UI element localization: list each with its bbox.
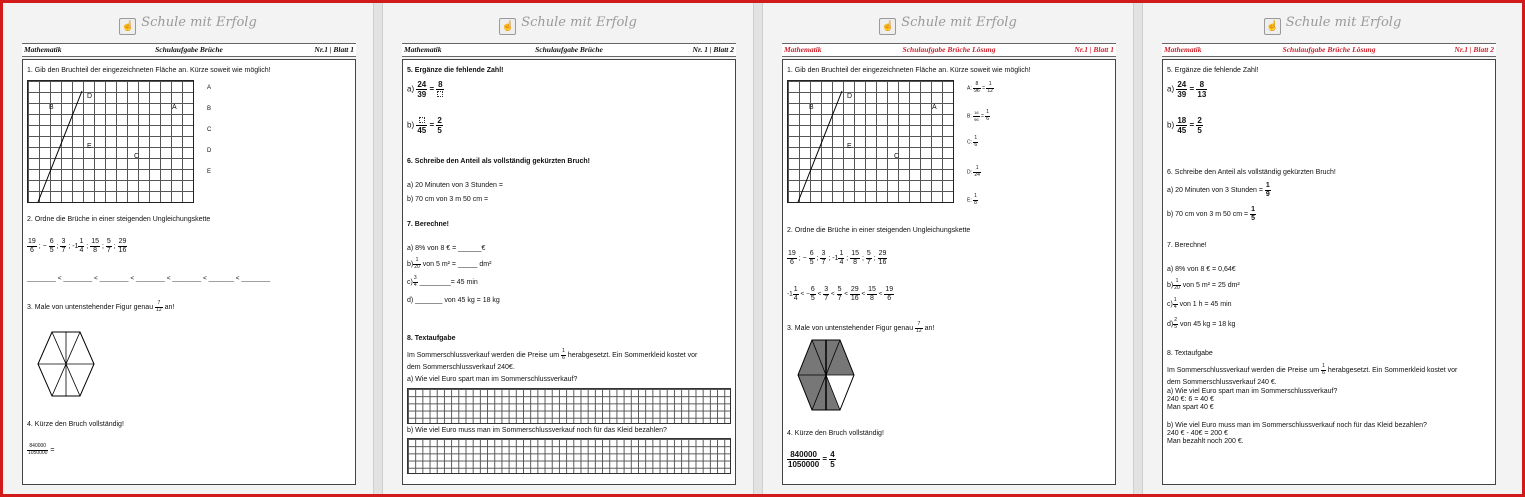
q8-text-1: Im Sommerschlussverkauf werden die Preise um $\frac{1}{6}$ herabgesetzt. Ein Sommerkleid kostet vor <box>1167 363 1458 376</box>
answer-d: D: $\frac{1}{24}$ <box>967 165 980 178</box>
q8-b: b) Wie viel Euro muss man im Sommerschlussverkauf noch für das Kleid bezahlen? <box>407 427 667 434</box>
q8-a-answer: Man spart 40 € <box>1167 404 1214 411</box>
region-label-c: C <box>894 153 900 160</box>
question-3: 3. Male von untenstehender Figur genau $\frac{7}{12}$ an! <box>787 321 935 334</box>
q7-c: c) $\frac{1}{4}$ von 1 h = 45 min <box>1167 297 1232 310</box>
region-label-d: D <box>847 93 853 100</box>
page-panel-3 <box>763 3 1133 494</box>
q5-b: b) 45 = $\frac{2}{5}$ <box>407 116 442 135</box>
brand-text: Schule mit Erfolg <box>901 15 1017 30</box>
region-label-d: D <box>87 93 93 100</box>
header-subject: Mathematik <box>24 45 62 54</box>
q7-a: a) 8% von 8 € = ______€ <box>407 245 486 252</box>
brand-text: Schule mit Erfolg <box>141 15 257 30</box>
reduce-fraction-solution: $\frac{840000}{1050000}$ = $\frac{4}{5}$ <box>788 450 835 469</box>
header-number: Nr.1 | Blatt 1 <box>1074 45 1114 54</box>
page-panel-1 <box>3 3 373 494</box>
worksheet <box>1162 59 1496 485</box>
ordering-blanks: ________ < ________ < ________ < ________ < ________ < _______ < ________ <box>27 275 271 282</box>
q5-a: a) $\frac{24}{39}$ = $\frac{8}{13}$ <box>1167 80 1207 99</box>
answer-e: E: $\frac{1}{8}$ <box>967 193 977 206</box>
question-3: 3. Male von untenstehender Figur genau $\frac{7}{12}$ an! <box>27 300 175 313</box>
worksheet <box>402 59 736 485</box>
sheet-header <box>402 43 736 57</box>
q6-b: b) 70 cm von 3 m 50 cm = <box>407 196 489 203</box>
brand-text: Schule mit Erfolg <box>521 15 637 30</box>
page-panel-2 <box>383 3 753 494</box>
answer-c: C: $\frac{1}{6}$ <box>967 135 978 148</box>
question-1: 1. Gib den Bruchteil der eingezeichneten Fläche an. Kürze soweit wie möglich! <box>27 67 271 74</box>
reduce-fraction: $\frac{840000}{1050000}$ = <box>28 443 55 456</box>
header-title: Schulaufgabe Brüche <box>155 45 223 54</box>
question-2: 2. Ordne die Brüche in einer steigenden Ungleichungskette <box>787 227 971 234</box>
q8-a: a) Wie viel Euro spart man im Sommerschlussverkauf? <box>407 376 578 383</box>
q8-b-answer: Man bezahlt noch 200 €. <box>1167 438 1244 445</box>
header-subject: Mathematik <box>404 45 442 54</box>
grid-diagonal <box>27 80 194 203</box>
header-title: Schulaufgabe Brüche <box>535 45 603 54</box>
header-number: Nr.1 | Blatt 1 <box>314 45 354 54</box>
question-5: 5. Ergänze die fehlende Zahl! <box>1167 67 1259 74</box>
answer-label-d: D <box>207 148 212 154</box>
q7-b: b) $\frac{1}{20}$ von 5 m² = _____ dm² <box>407 257 492 270</box>
brand <box>763 15 1133 35</box>
q6-b: b) 70 cm von 3 m 50 cm = $\frac{1}{5}$ <box>1167 206 1255 222</box>
header-subject: Mathematik <box>1164 45 1202 54</box>
answer-label-a: A <box>207 85 212 91</box>
q8-text-2: dem Sommerschlussverkauf 240 €. <box>1167 379 1277 386</box>
q7-b: b) $\frac{1}{20}$ von 5 m² = 25 dm² <box>1167 278 1240 291</box>
page-separator <box>373 3 383 494</box>
question-7: 7. Berechne! <box>407 221 450 228</box>
sheet-header <box>782 43 1116 57</box>
question-2: 2. Ordne die Brüche in einer steigenden Ungleichungskette <box>27 216 211 223</box>
logo-icon: ☝ <box>499 18 516 35</box>
q8-b: b) Wie viel Euro muss man im Sommerschlussverkauf noch für das Kleid bezahlen? <box>1167 422 1427 429</box>
page-panel-4 <box>1143 3 1522 494</box>
region-label-e: E <box>847 143 852 150</box>
q6-a: a) 20 Minuten von 3 Stunden = $\frac{1}{9}$ <box>1167 182 1270 198</box>
q7-a: a) 8% von 8 € = 0,64€ <box>1167 266 1236 273</box>
page-separator <box>753 3 763 494</box>
hexagon-figure <box>37 330 95 398</box>
answer-b: B: $\frac{16}{96}$ = $\frac{1}{6}$ <box>967 109 990 122</box>
answer-label-c: C <box>207 127 212 133</box>
question-6: 6. Schreibe den Anteil als vollständig gekürzten Bruch! <box>407 158 590 165</box>
q8-a-calc: 240 €: 6 = 40 € <box>1167 396 1214 403</box>
q7-c: c) $\frac{3}{4}$ ________= 45 min <box>407 275 478 288</box>
region-label-c: C <box>134 153 140 160</box>
brand <box>3 15 373 35</box>
sheet-header <box>22 43 356 57</box>
logo-icon: ☝ <box>879 18 896 35</box>
question-4: 4. Kürze den Bruch vollständig! <box>27 421 124 428</box>
region-label-b: B <box>809 104 814 111</box>
answer-grid-a <box>407 388 731 424</box>
question-5: 5. Ergänze die fehlende Zahl! <box>407 67 504 74</box>
header-title: Schulaufgabe Brüche Lösung <box>902 45 996 54</box>
answer-grid-b <box>407 438 731 474</box>
header-number: Nr.1 | Blatt 2 <box>1454 45 1494 54</box>
worksheet <box>782 59 1116 485</box>
region-label-e: E <box>87 143 92 150</box>
answer-a: A: $\frac{8}{96}$ = $\frac{1}{12}$ <box>967 81 993 94</box>
region-label-a: A <box>172 104 177 111</box>
header-number: Nr. 1 | Blatt 2 <box>692 45 734 54</box>
q8-a: a) Wie viel Euro spart man im Sommerschlussverkauf? <box>1167 388 1338 395</box>
fraction-row: $\frac{19}{6}$ ; − $\frac{6}{5}$ ; $\frac{3}{7}$ ; -1 $\frac{1}{4}$ ; $\frac{15}{8}$ ; $\frac{5}{7}$ ; $\frac{29}{16}$ <box>788 250 887 266</box>
question-1: 1. Gib den Bruchteil der eingezeichneten Fläche an. Kürze soweit wie möglich! <box>787 67 1031 74</box>
grid-diagonal <box>787 80 954 203</box>
logo-icon: ☝ <box>119 18 136 35</box>
ordering-solution: -1 $\frac{1}{4}$ < − $\frac{6}{5}$ < $\frac{3}{7}$ < $\frac{5}{7}$ < $\frac{29}{16}$ < $\frac{15}{8}$ < $\frac{19}{6}$ <box>787 286 894 302</box>
q6-a: a) 20 Minuten von 3 Stunden = <box>407 182 503 189</box>
logo-icon: ☝ <box>1264 18 1281 35</box>
q8-b-calc: 240 € - 40€ = 200 € <box>1167 430 1228 437</box>
question-7: 7. Berechne! <box>1167 242 1207 249</box>
answer-label-b: B <box>207 106 212 112</box>
brand <box>383 15 753 35</box>
worksheet <box>22 59 356 485</box>
fraction-row: $\frac{19}{6}$ ; − $\frac{6}{5}$ ; $\frac{3}{7}$ ; -1 $\frac{1}{4}$ ; $\frac{15}{8}$ ; $\frac{5}{7}$ ; $\frac{29}{16}$ <box>28 238 127 254</box>
header-title: Schulaufgabe Brüche Lösung <box>1282 45 1376 54</box>
brand-text: Schule mit Erfolg <box>1285 15 1402 30</box>
page-separator <box>1133 3 1143 494</box>
q7-d: d) $\frac{2}{5}$ von 45 kg = 18 kg <box>1167 317 1236 330</box>
brand <box>1143 15 1522 35</box>
answer-label-e: E <box>207 169 212 175</box>
header-subject: Mathematik <box>784 45 822 54</box>
region-label-a: A <box>932 104 937 111</box>
q7-d: d) _______ von 45 kg = 18 kg <box>407 297 500 304</box>
q8-text-1: Im Sommerschlussverkauf werden die Preise um $\frac{1}{6}$ herabgesetzt. Ein Sommerkleid kostet vor <box>407 348 698 361</box>
sheet-header <box>1162 43 1496 57</box>
q8-text-2: dem Sommerschlussverkauf 240€. <box>407 364 515 371</box>
question-8: 8. Textaufgabe <box>407 335 456 342</box>
question-4: 4. Kürze den Bruch vollständig! <box>787 430 884 437</box>
question-6: 6. Schreibe den Anteil als vollständig gekürzten Bruch! <box>1167 169 1336 176</box>
region-label-b: B <box>49 104 54 111</box>
q5-b: b) $\frac{18}{45}$ = $\frac{2}{5}$ <box>1167 116 1202 135</box>
question-8: 8. Textaufgabe <box>1167 350 1213 357</box>
q5-a: a) $\frac{24}{39}$ = 8 <box>407 80 443 99</box>
hexagon-figure-shaded <box>797 338 855 412</box>
